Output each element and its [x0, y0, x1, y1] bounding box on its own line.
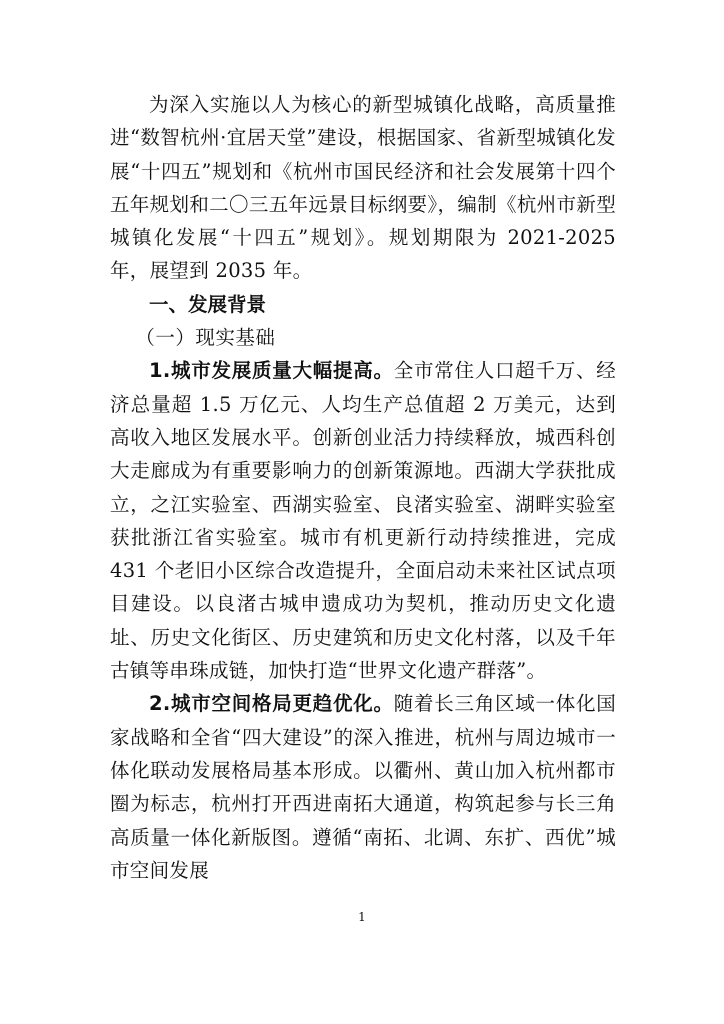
subsection-heading-basis: （一）现实基础 — [135, 326, 276, 350]
item-2-lead: 2.城市空间格局更趋优化。 — [149, 692, 394, 716]
item-1-body: 全市常住人口超千万、经济总量超 1.5 万亿元、人均生产总值超 2 万美元，达到高收入地区发展水平。创新创业活力持续释放，城西科创大走廊成为有重要影响力的创新策源地。西湖大学获批成立，之江实验室、西湖实验室、良渚实验室、湖畔实验室获批浙江省实验室。城市有机更新行动持续推进，完成 431 个老旧小区综合改造提升，全面启动未来社区试点项目建设。以良渚古城申遗成功为契机，推动历史文化遗址、历史文化街区、历史建筑和历史文化村落，以及千年古镇等串珠成链，加快打造“世界文化遗产群落”。 — [110, 359, 616, 683]
item-2-paragraph — [110, 687, 616, 887]
item-1-paragraph — [110, 354, 616, 687]
page-number: 1 — [358, 910, 366, 924]
item-2-body: 随着长三角区域一体化国家战略和全省“四大建设”的深入推进，杭州与周边城市一体化联动发展格局基本形成。以衢州、黄山加入杭州都市圈为标志，杭州打开西进南拓大通道，构筑起参与长三角高质量一体化新版图。遵循“南拓、北调、东扩、西优”城市空间发展 — [110, 692, 616, 882]
document-body — [110, 88, 616, 887]
item-1-lead: 1.城市发展质量大幅提高。 — [149, 359, 394, 383]
intro-paragraph: 为深入实施以人为核心的新型城镇化战略，高质量推进“数智杭州·宜居天堂”建设，根据国家、省新型城镇化发展“十四五”规划和《杭州市国民经济和社会发展第十四个五年规划和二〇三五年远景目标纲要》，编制《杭州市新型城镇化发展“十四五”规划》。规划期限为 2021-2025 年，展望到 2035 年。 — [110, 93, 616, 283]
section-heading-background: 一、发展背景 — [149, 292, 267, 316]
